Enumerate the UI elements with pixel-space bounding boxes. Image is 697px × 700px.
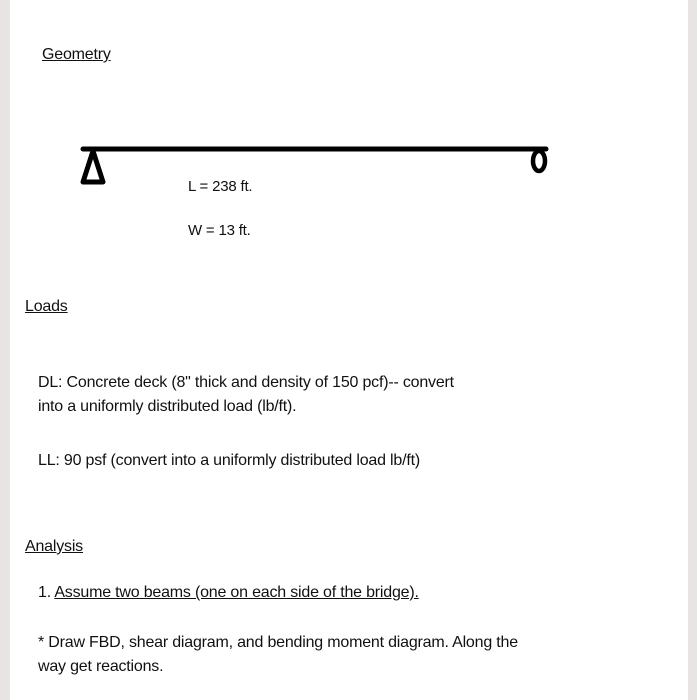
pin-support-icon (83, 151, 103, 182)
dead-load-line1: DL: Concrete deck (8" thick and density of 150 pcf)-- convert (38, 374, 454, 391)
roller-support-icon (533, 151, 545, 171)
item-number: 1. (38, 584, 55, 601)
length-label: L = 238 ft. (188, 178, 253, 195)
dead-load-line2: into a uniformly distributed load (lb/ft). (38, 398, 297, 415)
note-line1: * Draw FBD, shear diagram, and bending moment diagram. Along the (38, 634, 518, 651)
geometry-heading: Geometry (42, 46, 111, 63)
analysis-item-1 (38, 584, 419, 602)
note-line2: way get reactions. (38, 658, 164, 675)
item-text: Assume two beams (one on each side of the bridge). (54, 584, 419, 601)
live-load: LL: 90 psf (convert into a uniformly distributed load lb/ft) (38, 452, 420, 469)
document-page (10, 0, 688, 700)
analysis-heading: Analysis (25, 538, 83, 555)
beam-diagram (10, 0, 688, 260)
loads-heading: Loads (25, 298, 68, 315)
width-label: W = 13 ft. (188, 222, 251, 239)
